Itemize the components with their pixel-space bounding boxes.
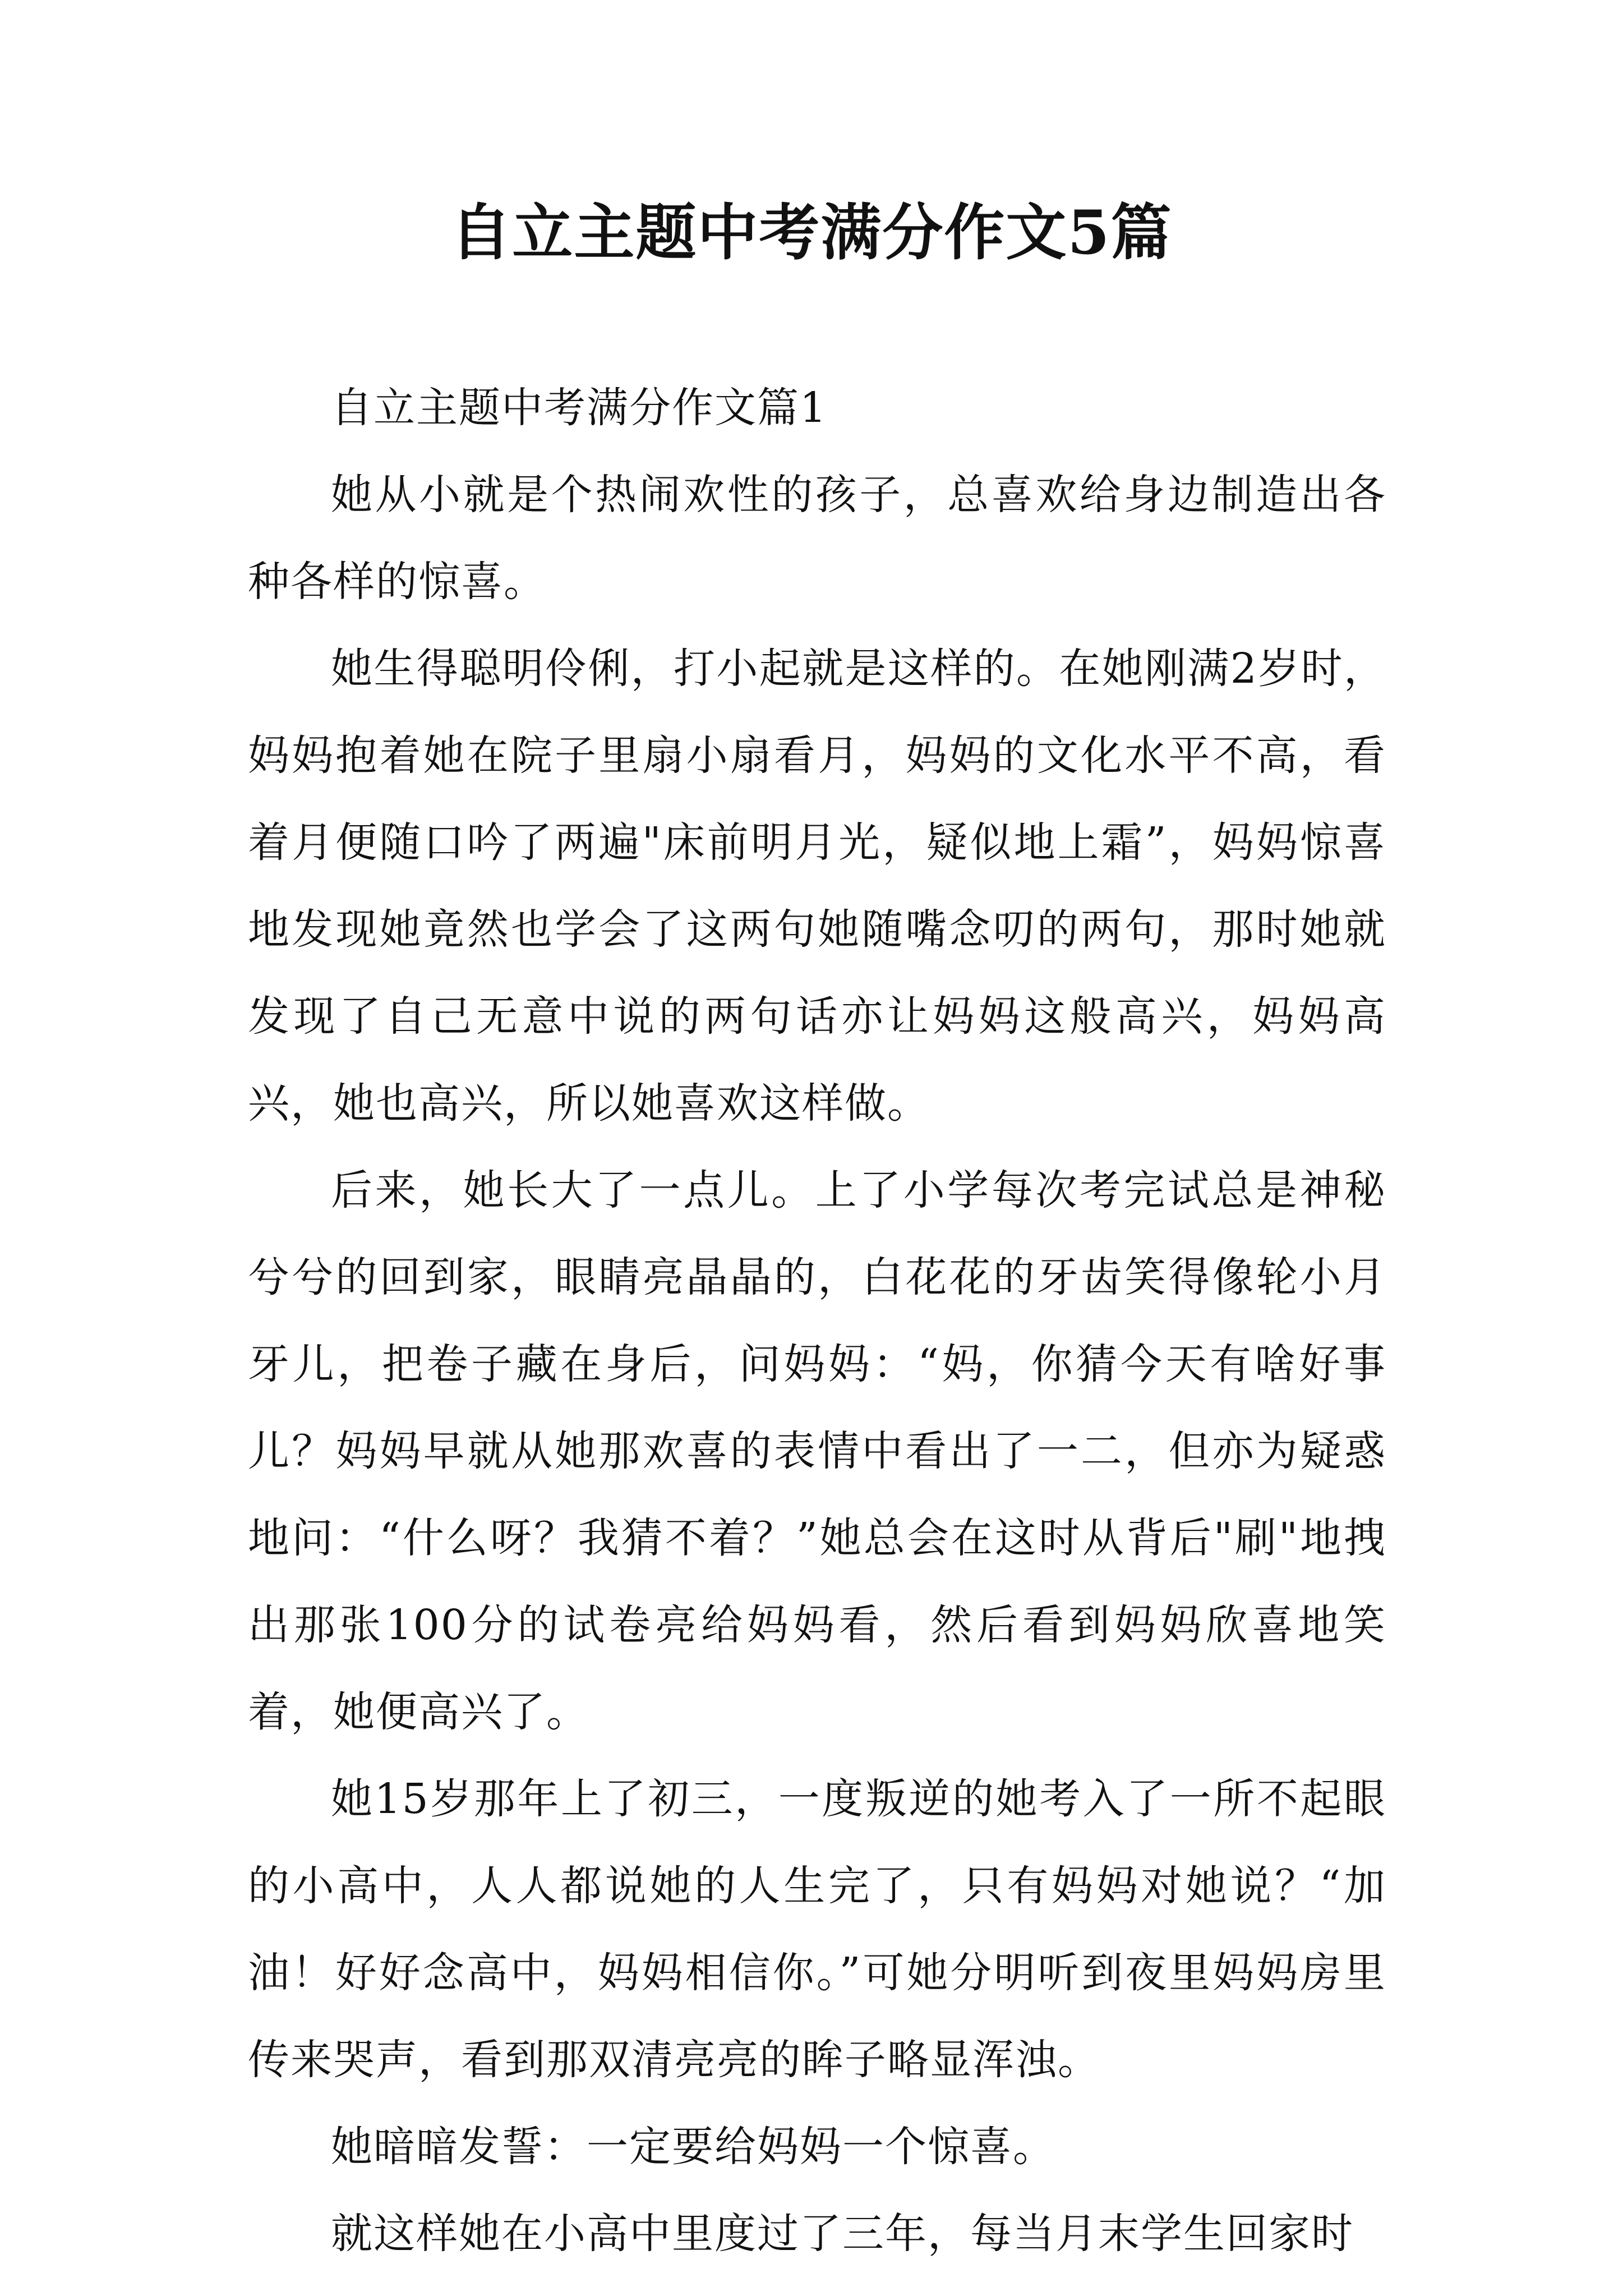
- section-heading: 自立主题中考满分作文篇1: [331, 384, 828, 432]
- document-body: [248, 365, 1386, 2277]
- paragraph: 她生得聪明伶俐，打小起就是这样的。在她刚满2岁时，妈妈抱着她在院子里扇小扇看月，妈妈的文化水平不高，看着月便随口吟了两遍"床前明月光，疑似地上霜”，妈妈惊喜地发现她竟然也学会了这两句她随嘴念叨的两句，那时她就发现了自己无意中说的两句话亦让妈妈这般高兴，妈妈高兴，她也高兴，所以她喜欢这样做。: [248, 645, 1386, 1128]
- paragraph: 后来，她长大了一点儿。上了小学每次考完试总是神秘兮兮的回到家，眼睛亮晶晶的，白花花的牙齿笑得像轮小月牙儿，把卷子藏在身后，问妈妈：“妈，你猜今天有啥好事儿？妈妈早就从她那欢喜的表情中看出了一二，但亦为疑惑地问：“什么呀？我猜不着？”她总会在这时从背后"刷"地拽出那张100分的试卷亮给妈妈看，然后看到妈妈欣喜地笑着，她便高兴了。: [248, 1166, 1386, 1736]
- document-title: 自立主题中考满分作文5篇: [450, 197, 1173, 268]
- paragraph: 就这样她在小高中里度过了三年，每当月末学生回家时: [331, 2210, 1354, 2258]
- paragraph: 她暗暗发誓：一定要给妈妈一个惊喜。: [331, 2123, 1055, 2171]
- paragraph: 她15岁那年上了初三，一度叛逆的她考入了一所不起眼的小高中，人人都说她的人生完了，只有妈妈对她说？“加油！好好念高中，妈妈相信你。”可她分明听到夜里妈妈房里传来哭声，看到那双清亮亮的眸子略显浑浊。: [248, 1775, 1386, 2084]
- paragraph: 她从小就是个热闹欢性的孩子，总喜欢给身边制造出各种各样的惊喜。: [248, 471, 1386, 606]
